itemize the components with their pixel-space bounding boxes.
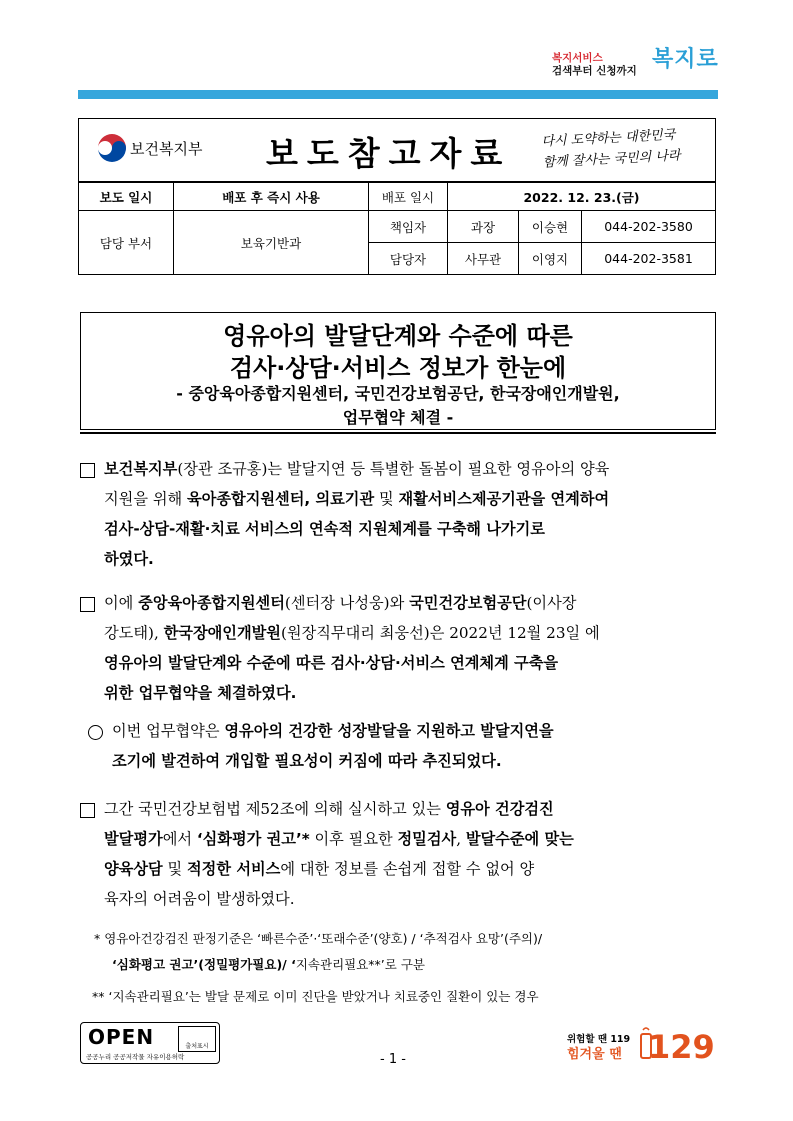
text: (원장직무대리 최웅선)은 2022년 12월 23일 에 [280, 624, 600, 642]
text: 육자의 어려움이 발생하였다. [104, 890, 295, 908]
text: 이후 필요한 [309, 830, 398, 848]
text-bold: 발달수준에 맞는 [465, 830, 574, 848]
release-value: 배포 후 즉시 사용 [174, 183, 369, 211]
banner-line2: 검색부터 신청까지 [552, 65, 637, 77]
open-subtext: 공공누리 공공저작물 자유이용허락 [86, 1053, 185, 1061]
text-bold: 영유아 건강검진 [445, 800, 554, 818]
slogan-line1: 다시 도약하는 대한민국 [541, 127, 676, 150]
headline-line2: 검사·상담·서비스 정보가 한눈에 [229, 354, 567, 382]
hotline-line2: 힘겨울 땐 [567, 1047, 622, 1062]
release-info-table [78, 182, 716, 275]
text: 강도태), [104, 624, 164, 642]
open-label: OPEN [88, 1025, 155, 1049]
subheadline-line1: - 중앙육아종합지원센터, 국민건강보험공단, 한국장애인개발원, [176, 384, 620, 403]
staff-title: 사무관 [448, 243, 519, 275]
text-bold: ‘심화평가 권고’* [196, 830, 310, 848]
text-bold: 조기에 발견하여 개입할 필요성이 커짐에 따라 추진되었다. [112, 752, 502, 770]
text: 및 [162, 860, 188, 878]
release-label: 보도 일시 [79, 183, 174, 211]
text: (이사장 [526, 594, 577, 612]
text-bold: 정밀검사 [397, 830, 457, 848]
paragraph-1 [104, 454, 720, 574]
bullet-square-icon [80, 597, 95, 612]
dept-value: 보육기반과 [174, 211, 369, 275]
footnote-line1: * 영유아건강검진 판정기준은 ‘빠른수준’·‘또래수준’(양호) / ‘추적검사 요망’(주의)/ [94, 931, 543, 946]
text: 이에 [104, 594, 139, 612]
bullet-square-icon [80, 463, 95, 478]
text-bold: 재활서비스제공기관을 연계하여 [398, 490, 610, 508]
headline-line1: 영유아의 발달단계와 수준에 따른 [223, 322, 573, 350]
text-bold: 영유아의 건강한 성장발달을 지원하고 발달지연을 [224, 722, 554, 740]
text: (장관 조규홍)는 발달지연 등 특별한 돌봄이 필요한 영유아의 양육 [177, 460, 610, 478]
footnote-2: ** ‘지속관리필요’는 발달 문제로 이미 진단을 받았거나 치료중인 질환이 있는 경우 [92, 989, 539, 1004]
hotline-tagline [567, 1032, 630, 1062]
banner-line1: 복지서비스 [552, 52, 603, 64]
text: 이번 업무협약은 [112, 722, 225, 740]
text-bold: 국민건강보험공단 [409, 594, 527, 612]
text: , [456, 830, 466, 848]
page-number: - 1 - [380, 1052, 406, 1067]
text-bold: 양육상담 [104, 860, 163, 878]
bokjiro-logo: 복지로 [652, 46, 719, 72]
hotline-number: 129 [648, 1028, 715, 1066]
text: 에서 [162, 830, 197, 848]
government-slogan [541, 124, 681, 173]
page-title: 보도참고자료 [266, 134, 512, 173]
text-bold: 중앙육아종합지원센터 [138, 594, 285, 612]
text: 및 [374, 490, 399, 508]
ministry-name: 보건복지부 [130, 140, 203, 158]
text-bold: 보건복지부 [104, 460, 178, 478]
header-divider-bar [78, 90, 718, 99]
hotline-line1: 위험할 땐 119 [567, 1034, 631, 1045]
resp-title: 과장 [448, 211, 519, 243]
footnote-1 [94, 926, 722, 978]
headline-rule [80, 432, 716, 434]
text-bold: 발달평가 [104, 830, 163, 848]
staff-role: 담당자 [369, 243, 448, 275]
text: 지속관리필요**’로 구분 [295, 957, 425, 972]
slogan-line2: 함께 잘사는 국민의 나라 [542, 148, 681, 171]
paragraph-4 [104, 794, 720, 914]
resp-name: 이승현 [519, 211, 582, 243]
text-bold: 하였다. [104, 550, 154, 568]
headline-box [80, 312, 716, 430]
dept-label: 담당 부서 [79, 211, 174, 275]
dist-label: 배포 일시 [369, 183, 448, 211]
text-bold: ‘심화평고 권고’(정밀평가필요)/ ‘ [112, 957, 296, 972]
text: 지원을 위해 [104, 490, 188, 508]
paragraph-2 [104, 588, 720, 708]
text-bold: 육아종합지원센터, 의료기관 [187, 490, 375, 508]
bullet-square-icon [80, 803, 95, 818]
banner-tagline [552, 52, 637, 78]
dist-value: 2022. 12. 23.(금) [448, 183, 716, 211]
subheadline-line2: 업무협약 체결 - [342, 408, 454, 427]
resp-role: 책임자 [369, 211, 448, 243]
paragraph-3 [112, 716, 720, 776]
text: 에 대한 정보를 손쉽게 접할 수 없어 양 [280, 860, 535, 878]
text-bold: 검사-상담-재활·치료 서비스의 연속적 지원체계를 구축해 나가기로 [104, 520, 545, 538]
bullet-circle-icon [88, 725, 103, 740]
text-bold: 한국장애인개발원 [163, 624, 281, 642]
attribution-badge: 출처표시 [178, 1026, 216, 1052]
text: (센터장 나성웅)와 [284, 594, 410, 612]
text: 그간 국민건강보험법 제52조에 의해 실시하고 있는 [104, 800, 446, 818]
text-bold: 영유아의 발달단계와 수준에 따른 검사·상담·서비스 연계체계 구축을 [104, 654, 559, 672]
staff-name: 이영지 [519, 243, 582, 275]
text-bold: 적정한 서비스 [187, 860, 281, 878]
resp-phone: 044-202-3580 [582, 211, 716, 243]
text-bold: 위한 업무협약을 체결하였다. [104, 684, 297, 702]
staff-phone: 044-202-3581 [582, 243, 716, 275]
